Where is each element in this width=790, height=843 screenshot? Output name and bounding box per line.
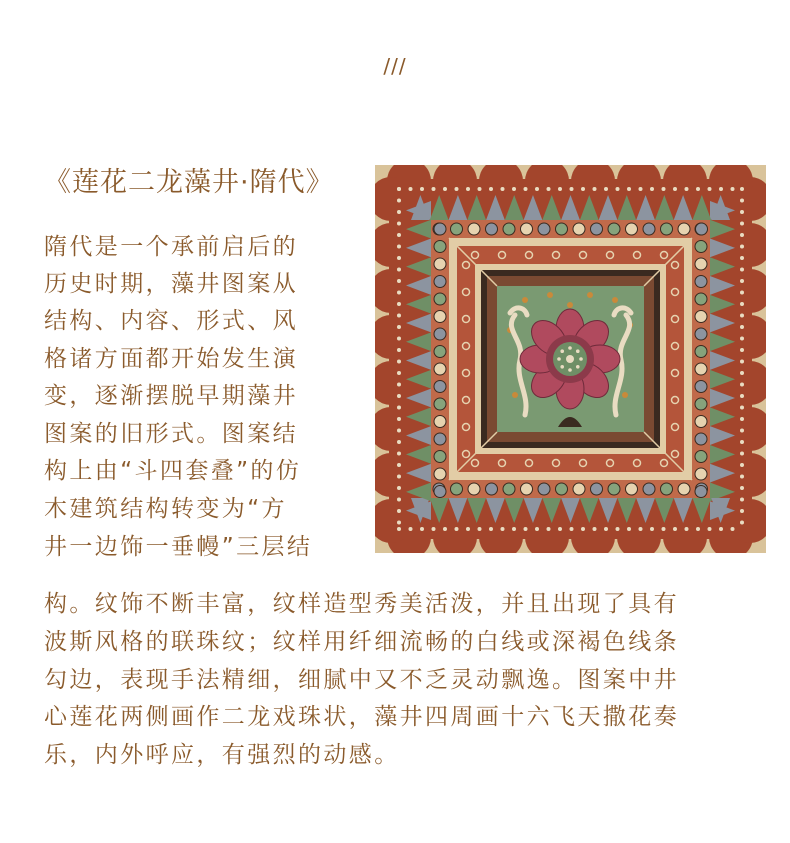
body-line: 勾边，表现手法精细，细腻中又不乏灵动飘逸。图案中井 xyxy=(44,667,679,693)
body-line: 结构、内容、形式、风 xyxy=(44,308,298,334)
section-divider: /// xyxy=(383,54,407,78)
caisson-painting-image xyxy=(375,165,766,553)
body-line: 隋代是一个承前启后的 xyxy=(44,234,298,260)
body-line: 历史时期，藻井图案从 xyxy=(44,271,298,297)
body-line: 变，逐渐摆脱早期藻井 xyxy=(44,383,298,409)
body-line: 木建筑结构转变为“方 xyxy=(44,496,287,522)
body-line: 井一边饰一垂幔”三层结 xyxy=(44,534,313,560)
article-title: 《莲花二龙藻井·隋代》 xyxy=(44,167,334,198)
body-line: 心莲花两侧画作二龙戏珠状，藻井四周画十六飞天撒花奏 xyxy=(44,704,679,730)
body-line: 构上由“斗四套叠”的仿 xyxy=(44,458,302,484)
body-line: 乐，内外呼应，有强烈的动感。 xyxy=(44,742,400,768)
body-line: 图案的旧形式。图案结 xyxy=(44,421,298,447)
body-line: 波斯风格的联珠纹；纹样用纤细流畅的白线或深褐色线条 xyxy=(44,629,679,655)
body-line: 格诸方面都开始发生演 xyxy=(44,346,298,372)
body-line: 构。纹饰不断丰富，纹样造型秀美活泼，并且出现了具有 xyxy=(44,591,679,617)
lotus-flower xyxy=(520,309,620,409)
